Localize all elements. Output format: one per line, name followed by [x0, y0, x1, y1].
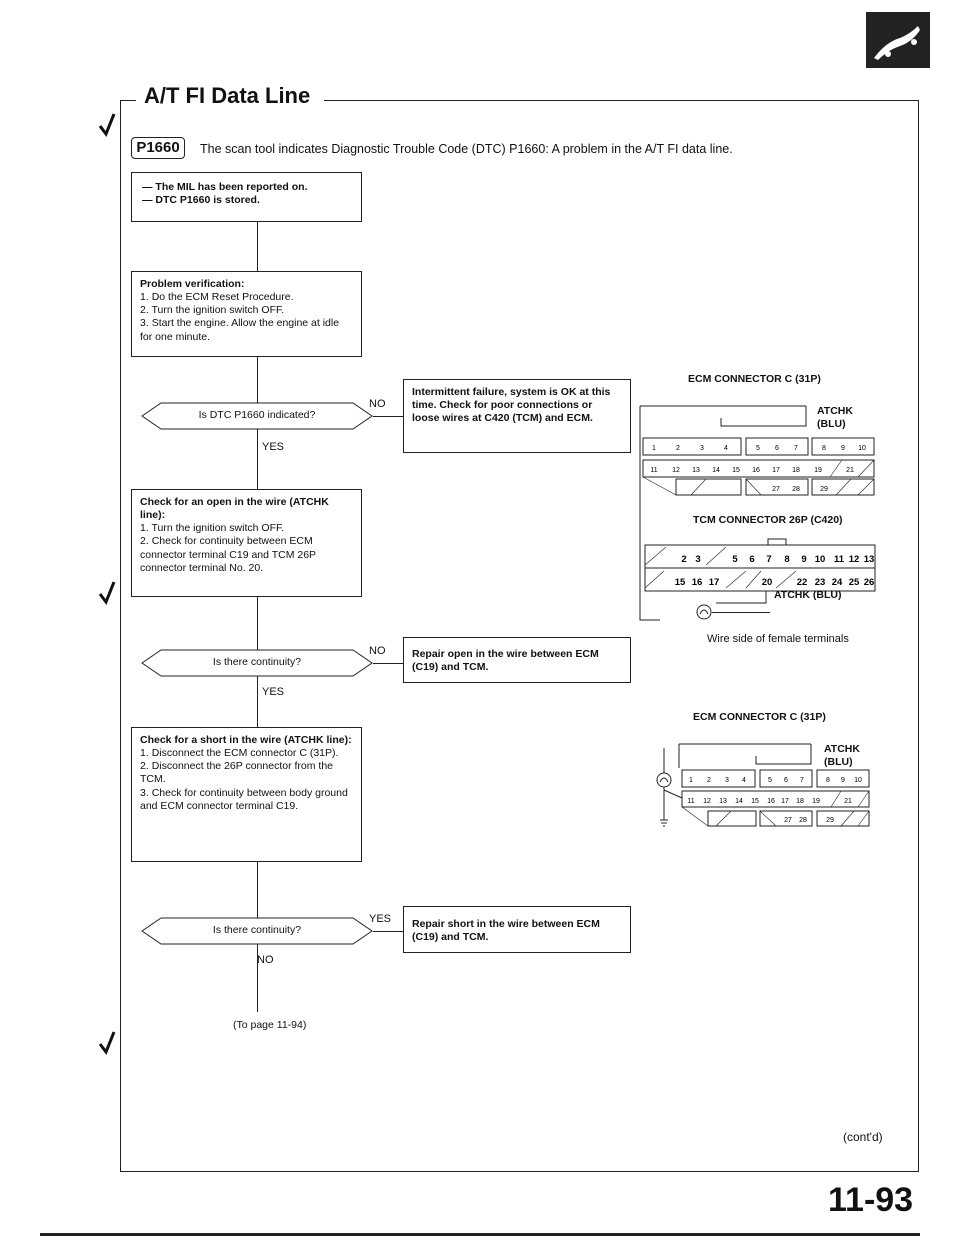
svg-text:2: 2 — [707, 777, 711, 784]
ecm-terminal: 1 — [652, 445, 656, 452]
tcm-terminal: 3 — [695, 554, 701, 565]
title-rule — [324, 100, 918, 101]
continued-note: (cont'd) — [843, 1130, 883, 1144]
no-label: NO — [257, 954, 274, 966]
svg-text:9: 9 — [841, 777, 845, 784]
page-frame-bottom — [120, 1171, 919, 1172]
ecm-terminal: 9 — [841, 445, 845, 452]
svg-text:6: 6 — [784, 777, 788, 784]
atchk-label: ATCHK (BLU) — [817, 405, 853, 431]
ecm-terminal: 5 — [756, 445, 760, 452]
svg-text:10: 10 — [854, 777, 862, 784]
check-open-step-1: Turn the ignition switch OFF. — [151, 522, 285, 535]
intermittent-text: Intermittent failure, system is OK at this time. Check for poor connections or loose wires at C420 (TCM) and ECM. — [412, 386, 611, 425]
ecm-terminal: 6 — [775, 445, 779, 452]
intermittent-box — [403, 379, 631, 453]
tcm-terminal: 15 — [674, 577, 686, 588]
margin-tick-icon — [96, 110, 118, 140]
repair-short-text: Repair short in the wire between ECM (C19) and TCM. — [412, 918, 600, 944]
tcm-connector-label: TCM CONNECTOR 26P (C420) — [693, 514, 843, 526]
atchk-label-2: ATCHK (BLU) — [824, 743, 860, 769]
tcm-terminal: 20 — [761, 577, 773, 588]
svg-text:14: 14 — [735, 798, 743, 805]
dtc-badge: P1660 — [131, 137, 185, 159]
check-short-step-3: Check for continuity between body ground and ECM connector terminal C19. — [140, 786, 348, 812]
svg-text:13: 13 — [719, 798, 727, 805]
tcm-terminal: 7 — [766, 554, 772, 565]
ecm-terminal: 2 — [676, 445, 680, 452]
q1-no-connector — [373, 416, 403, 417]
yes-label: YES — [262, 686, 285, 698]
verification-title: Problem verification: — [140, 278, 245, 290]
check-short-title: Check for a short in the wire (ATCHK line): — [140, 734, 352, 746]
tcm-terminal: 24 — [831, 577, 843, 588]
ecm-terminal: 28 — [792, 486, 800, 493]
repair-open-box — [403, 637, 631, 683]
no-label: NO — [369, 645, 386, 657]
tcm-terminal: 11 — [833, 554, 845, 565]
svg-text:17: 17 — [781, 798, 789, 805]
ecm-terminal: 29 — [820, 486, 828, 493]
svg-text:11: 11 — [687, 798, 695, 805]
page-frame-right — [918, 100, 919, 1172]
page-number: 11-93 — [828, 1181, 914, 1219]
question-1: Is DTC P1660 indicated? — [198, 409, 316, 421]
diagram-wire — [712, 612, 770, 613]
verification-step-3: Start the engine. Allow the engine at idle for one minute. — [140, 317, 340, 343]
tcm-terminal: 5 — [732, 554, 738, 565]
question-3: Is there continuity? — [212, 924, 302, 936]
ecm-connector-label: ECM CONNECTOR C (31P) — [688, 373, 821, 385]
svg-text:8: 8 — [826, 777, 830, 784]
yes-label: YES — [262, 441, 285, 453]
ecm-terminal: 3 — [700, 445, 704, 452]
ecm-terminal: 19 — [814, 467, 822, 474]
dtc-description: The scan tool indicates Diagnostic Trouble Code (DTC) P1660: A problem in the A/T FI data line. — [200, 142, 733, 156]
q3-yes-connector — [373, 931, 403, 932]
ecm-terminal: 7 — [794, 445, 798, 452]
ecm-terminal: 16 — [752, 467, 760, 474]
ecm-terminal: 27 — [772, 486, 780, 493]
start-line-2: DTC P1660 is stored. — [155, 194, 260, 207]
page-frame-left — [120, 100, 121, 1172]
ecm-terminal: 11 — [650, 467, 658, 474]
svg-text:29: 29 — [826, 817, 834, 824]
ecm-terminal: 13 — [692, 467, 700, 474]
ecm-terminal: 10 — [858, 445, 866, 452]
tcm-terminal: 16 — [691, 577, 703, 588]
ecm-terminal: 21 — [846, 467, 854, 474]
svg-text:7: 7 — [800, 777, 804, 784]
tcm-terminal: 9 — [801, 554, 807, 565]
svg-text:4: 4 — [742, 777, 746, 784]
q2-no-connector — [373, 663, 403, 664]
footer-rule — [40, 1233, 920, 1236]
tcm-terminal: 13 — [863, 554, 875, 565]
question-2: Is there continuity? — [212, 656, 302, 668]
ecm-terminal: 15 — [732, 467, 740, 474]
ecm-terminal: 18 — [792, 467, 800, 474]
page-title: A/T FI Data Line — [144, 83, 311, 108]
check-short-step-2: Disconnect the 26P connector from the TCM. — [140, 760, 334, 786]
svg-text:1: 1 — [689, 777, 693, 784]
repair-short-box — [403, 906, 631, 953]
no-label: NO — [369, 398, 386, 410]
title-rule-left — [120, 100, 136, 101]
margin-tick-icon — [96, 1028, 118, 1058]
verification-step-2: Turn the ignition switch OFF. — [151, 304, 285, 317]
tcm-terminal: 22 — [796, 577, 808, 588]
tcm-terminal: 8 — [784, 554, 790, 565]
check-short-step-1: Disconnect the ECM connector C (31P). — [151, 747, 339, 760]
to-page-note: (To page 11-94) — [233, 1019, 307, 1031]
check-short-box: Check for a short in the wire (ATCHK line): 1. Disconnect the ECM connector C (31P). 2. Disconnect the 26P connector from the TCM. 3. Check for continuity between body ground and ECM connector terminal C19. — [131, 727, 362, 862]
start-line-1: The MIL has been reported on. — [155, 181, 308, 193]
tcm-terminal: 17 — [708, 577, 720, 588]
tcm-terminal: 2 — [681, 554, 687, 565]
svg-text:28: 28 — [799, 817, 807, 824]
margin-tick-icon — [96, 578, 118, 608]
svg-text:12: 12 — [703, 798, 711, 805]
honda-logo-icon — [866, 12, 930, 68]
svg-text:27: 27 — [784, 817, 792, 824]
repair-open-text: Repair open in the wire between ECM (C19) and TCM. — [412, 648, 599, 674]
tcm-atchk-label: ATCHK (BLU) — [774, 589, 842, 601]
svg-text:5: 5 — [768, 777, 772, 784]
svg-text:3: 3 — [725, 777, 729, 784]
svg-text:18: 18 — [796, 798, 804, 805]
ecm-connector-label-2: ECM CONNECTOR C (31P) — [693, 711, 826, 723]
check-open-box: Check for an open in the wire (ATCHK line): 1. Turn the ignition switch OFF. 2. Check for continuity between ECM connector terminal C19 and TCM 26P connector terminal No. 20. — [131, 489, 362, 597]
check-open-title: Check for an open in the wire (ATCHK line): — [140, 496, 329, 522]
tcm-terminal: 6 — [749, 554, 755, 565]
svg-text:15: 15 — [751, 798, 759, 805]
yes-label: YES — [369, 913, 392, 925]
tcm-terminal: 25 — [848, 577, 860, 588]
svg-text:19: 19 — [812, 798, 820, 805]
ecm-terminal: 8 — [822, 445, 826, 452]
start-box: — The MIL has been reported on. — DTC P1660 is stored. — [131, 172, 362, 222]
ecm-terminal: 4 — [724, 445, 728, 452]
ecm-terminal: 17 — [772, 467, 780, 474]
tcm-terminal: 12 — [848, 554, 860, 565]
tcm-terminal: 10 — [814, 554, 826, 565]
ecm-terminal: 12 — [672, 467, 680, 474]
wire-side-note: Wire side of female terminals — [707, 633, 849, 645]
ecm-connector-diagram-2 — [636, 728, 876, 888]
tcm-terminal: 23 — [814, 577, 826, 588]
svg-text:21: 21 — [844, 798, 852, 805]
verification-step-1: Do the ECM Reset Procedure. — [151, 291, 294, 304]
check-open-step-2: Check for continuity between ECM connector terminal C19 and TCM 26P connector terminal No. 20. — [140, 535, 316, 574]
svg-text:16: 16 — [767, 798, 775, 805]
verification-box: Problem verification: 1. Do the ECM Reset Procedure. 2. Turn the ignition switch OFF. 3. Start the engine. Allow the engine at idle for one minute. — [131, 271, 362, 357]
tcm-terminal: 26 — [863, 577, 875, 588]
ecm-terminal: 14 — [712, 467, 720, 474]
